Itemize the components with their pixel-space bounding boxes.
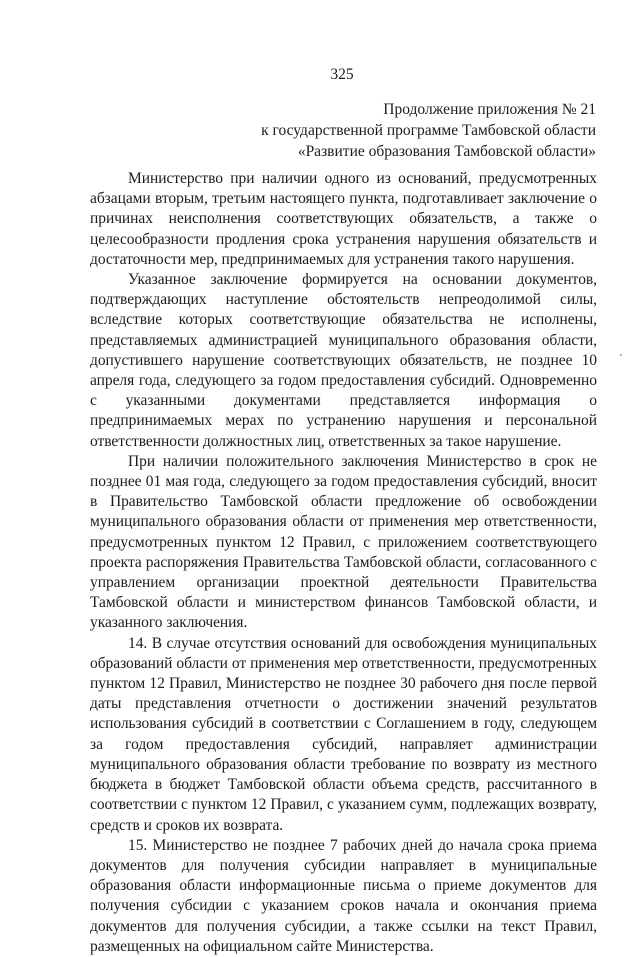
appendix-header — [261, 99, 596, 162]
appendix-header-line-2: к государственной программе Тамбовской области — [261, 122, 596, 139]
paragraph-item-14: 14. В случае отсутствия оснований для освобождения муниципальных образований области от применения мер ответственности, предусмотренных пунктом 12 Правил, Министерство не позднее 30 рабочего дня после первой даты представления отчетности о достижении значений результатов использования субсидий в соответствии с Соглашением в году, следующем за годом предоставления субсидий, направляет администрации муниципального образования области требование по возврату из местного бюджета в бюджет Тамбовской области объема средств, рассчитанного в соответствии с пунктом 12 Правил, с указанием сумм, подлежащих возврату, средств и сроков их возврата. — [90, 634, 597, 834]
paragraph-ministry-conclusion: Министерство при наличии одного из оснований, предусмотренных абзацами вторым, третьим настоящего пункта, подготавливает заключение о причинах неисполнения соответствующих обязательств, а также о целесообразности продления срока устранения нарушения обязательств и достаточности мер, предпринимаемых для устранения такого нарушения. — [90, 170, 597, 268]
paragraph-positive-conclusion: При наличии положительного заключения Министерство в срок не позднее 01 мая года, следующего за годом предоставления субсидий, вносит в Правительство Тамбовской области предложение об освобождении муниципального образования области от применения мер ответственности, предусмотренных пунктом 12 Правил, с приложением соответствующего проекта распоряжения Правительства Тамбовской области, согласованного с управлением организации проектной деятельности Правительства Тамбовской области и министерством финансов Тамбовской области, и указанного заключения. — [90, 452, 597, 632]
scan-speck — [620, 354, 622, 356]
appendix-header-line-3: «Развитие образования Тамбовской области» — [297, 143, 596, 160]
page-number: 325 — [330, 66, 354, 83]
paragraph-conclusion-basis: Указанное заключение формируется на основании документов, подтверждающих наступление обстоятельств непреодолимой силы, вследствие которых соответствующие обязательства не исполнены, представляемых администрацией муниципального образования области, допустившего нарушение соответствующих обязательств, не позднее 10 апреля года, следующего за годом предоставления субсидий. Одновременно с указанными документами представляется информация о предпринимаемых мерах по устранению нарушения и персональной ответственности должностных лиц, ответственных за такое нарушение. — [90, 271, 597, 450]
appendix-header-line-1: Продолжение приложения № 21 — [383, 101, 596, 118]
paragraph-item-15: 15. Министерство не позднее 7 рабочих дней до начала срока приема документов для получения субсидии направляет в муниципальные образования области информационные письма о приеме документов для получения субсидии с указанием сроков начала и окончания приема документов для получения субсидии, а также ссылки на текст Правил, размещенных на официальном сайте Министерства. — [90, 836, 597, 955]
document-body — [90, 169, 597, 957]
